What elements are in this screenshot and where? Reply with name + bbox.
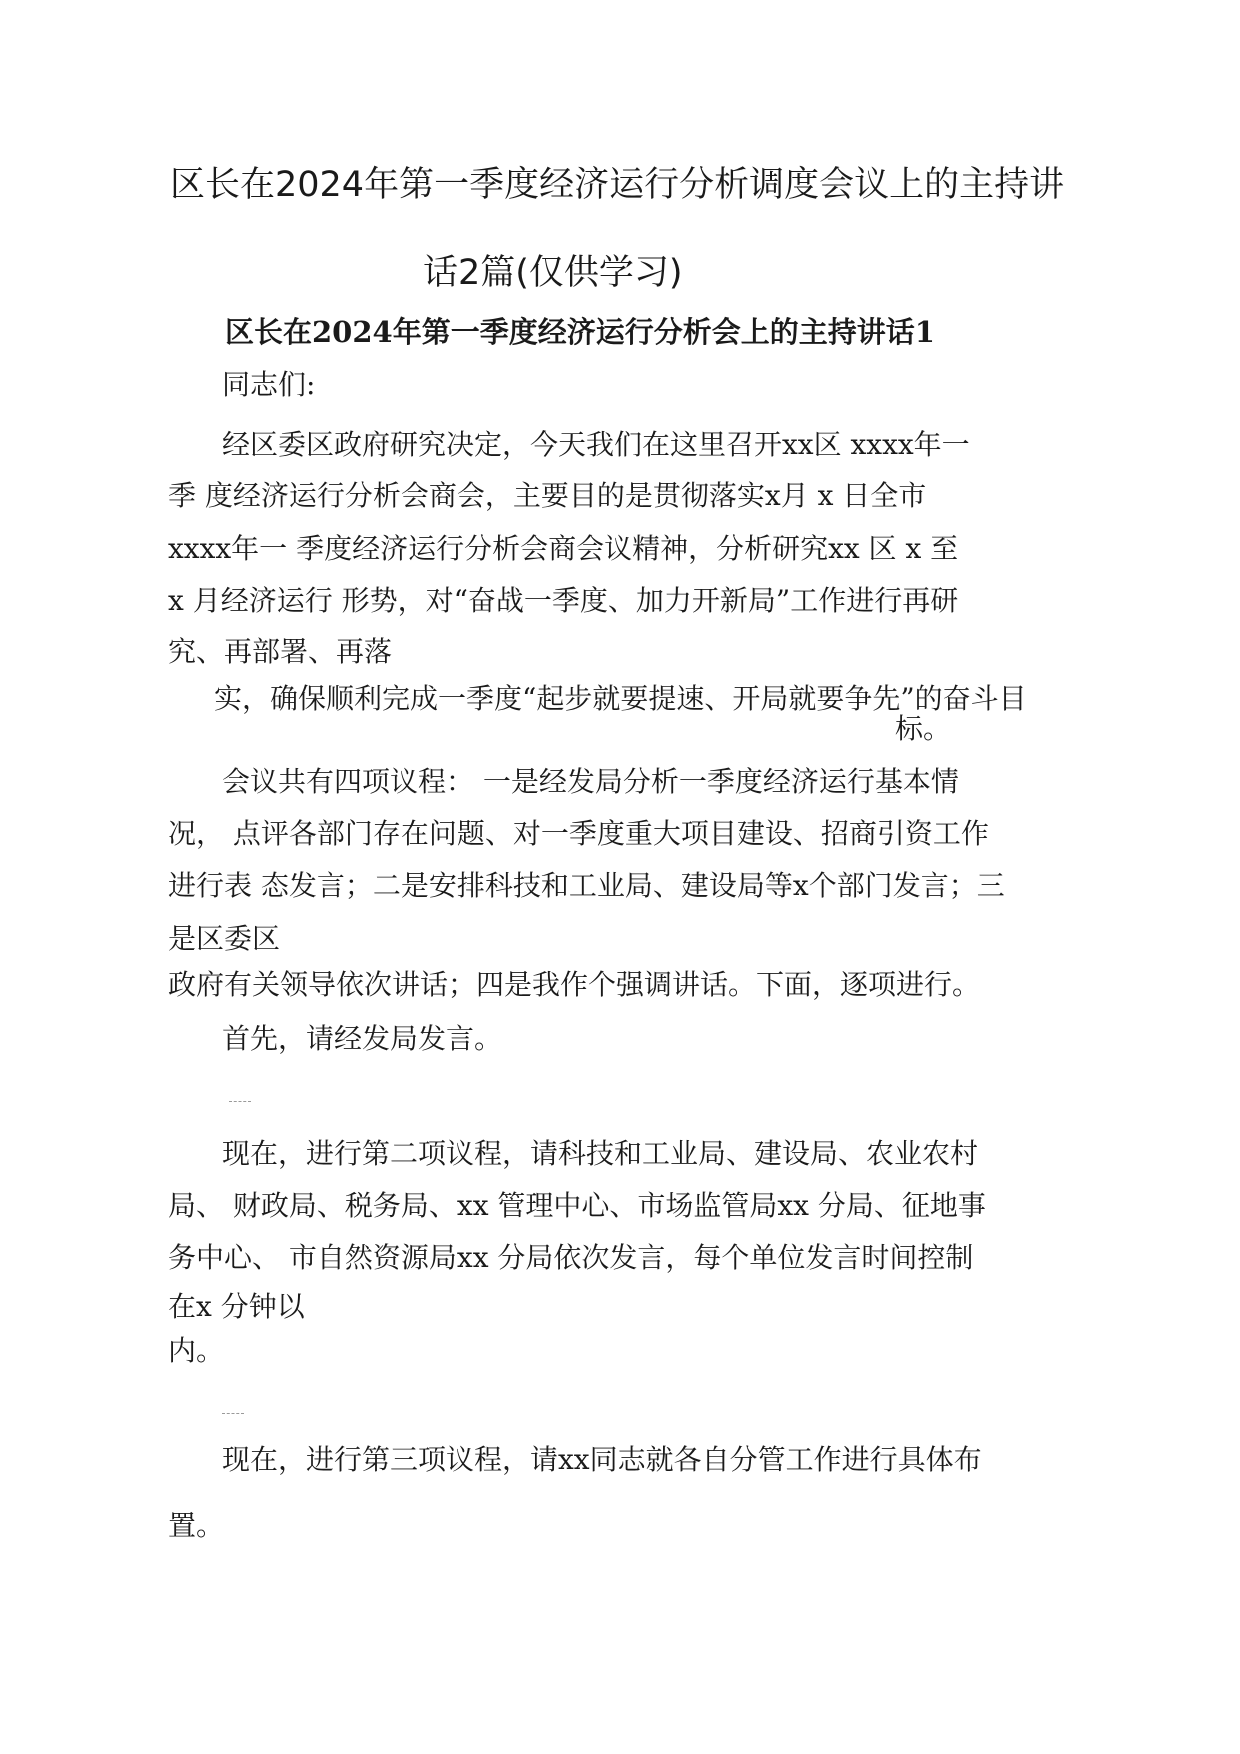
paragraph-3: 首先，请经发局发言。 bbox=[222, 1022, 503, 1055]
paragraph-1-line: xxxx年一 季度经济运行分析会商会议精神，分析研究xx 区 x 至 bbox=[168, 532, 959, 565]
paragraph-2-line: 是区委区 bbox=[168, 922, 281, 955]
paragraph-4-line: 局、 财政局、税务局、xx 管理中心、市场监管局xx 分局、征地事 bbox=[168, 1189, 986, 1222]
separator-mark bbox=[229, 1101, 251, 1103]
paragraph-5-line: 置。 bbox=[168, 1509, 225, 1542]
paragraph-5-line: 现在，进行第三项议程，请xx同志就各自分管工作进行具体布 bbox=[222, 1443, 982, 1476]
paragraph-1-line: 究、再部署、再落 bbox=[168, 635, 393, 668]
paragraph-1-line: x 月经济运行 形势，对“奋战一季度、加力开新局”工作进行再研 bbox=[168, 584, 959, 617]
paragraph-1-line: 季 度经济运行分析会商会，主要目的是贯彻落实x月 x 日全市 bbox=[168, 479, 927, 512]
paragraph-1-line: 标。 bbox=[895, 712, 952, 745]
document-title-line-2: 话2篇(仅供学习) bbox=[423, 253, 683, 293]
paragraph-4-line: 内。 bbox=[168, 1334, 225, 1367]
paragraph-1-line: 经区委区政府研究决定，今天我们在这里召开xx区 xxxx年一 bbox=[222, 428, 970, 461]
paragraph-2-line: 进行表 态发言；二是安排科技和工业局、建设局等x个部门发言；三 bbox=[168, 869, 1005, 902]
section-subtitle: 区长在2024年第一季度经济运行分析会上的主持讲话1 bbox=[225, 315, 935, 349]
paragraph-2-line: 况， 点评各部门存在问题、对一季度重大项目建设、招商引资工作 bbox=[168, 817, 989, 850]
paragraph-2-line: 会议共有四项议程： 一是经发局分析一季度经济运行基本情 bbox=[222, 765, 959, 798]
paragraph-2-line: 政府有关领导依次讲话；四是我作个强调讲话。下面，逐项进行。 bbox=[168, 968, 981, 1001]
paragraph-4-line: 现在，进行第二项议程，请科技和工业局、建设局、农业农村 bbox=[222, 1137, 979, 1170]
paragraph-4-line: 务中心、 市自然资源局xx 分局依次发言，每个单位发言时间控制 bbox=[168, 1241, 974, 1274]
separator-mark bbox=[222, 1413, 244, 1415]
document-title-line-1: 区长在2024年第一季度经济运行分析调度会议上的主持讲 bbox=[170, 165, 1065, 205]
paragraph-4-line: 在x 分钟以 bbox=[168, 1290, 305, 1323]
greeting: 同志们: bbox=[222, 368, 316, 401]
paragraph-1-line: 实，确保顺利完成一季度“起步就要提速、开局就要争先”的奋斗目 bbox=[214, 682, 1027, 715]
